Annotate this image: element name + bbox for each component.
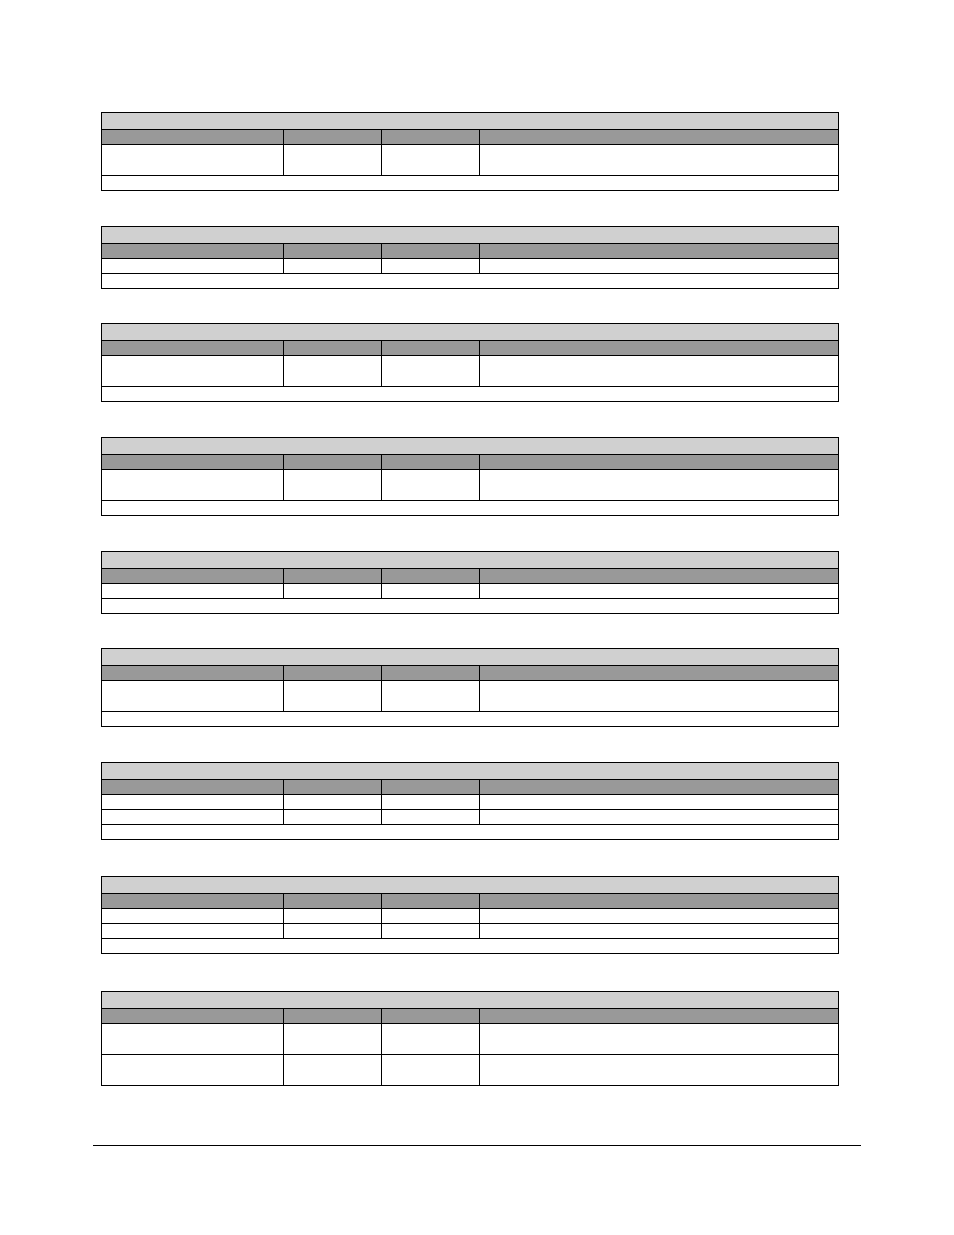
- table-cell: [382, 681, 480, 712]
- table-title-row: [102, 227, 839, 244]
- table-title-row: [102, 877, 839, 894]
- table-note-row: [102, 599, 839, 614]
- table-title: [102, 992, 839, 1009]
- table-note: [102, 274, 839, 289]
- column-header: [480, 244, 839, 259]
- table-cell: [480, 924, 839, 939]
- table-cell: [480, 470, 839, 501]
- column-header: [284, 130, 382, 145]
- data-table: [101, 323, 839, 402]
- data-table: [101, 226, 839, 289]
- column-header: [284, 455, 382, 470]
- data-table: [101, 112, 839, 191]
- table-cell: [382, 470, 480, 501]
- table-note-row: [102, 387, 839, 402]
- table-cell: [102, 924, 284, 939]
- table-note-row: [102, 501, 839, 516]
- column-header: [382, 569, 480, 584]
- table-row: [102, 259, 839, 274]
- table-title: [102, 552, 839, 569]
- column-header: [480, 894, 839, 909]
- column-header: [480, 455, 839, 470]
- column-header: [382, 1009, 480, 1024]
- table-title: [102, 763, 839, 780]
- column-header: [382, 894, 480, 909]
- table-title-row: [102, 438, 839, 455]
- table-cell: [102, 810, 284, 825]
- table-cell: [284, 681, 382, 712]
- table-cell: [284, 584, 382, 599]
- column-header: [382, 780, 480, 795]
- table-cell: [102, 1024, 284, 1055]
- column-header: [102, 894, 284, 909]
- table-row: [102, 681, 839, 712]
- table-note: [102, 825, 839, 840]
- table-header-row: [102, 455, 839, 470]
- table-header-row: [102, 666, 839, 681]
- table-header-row: [102, 244, 839, 259]
- table-cell: [382, 909, 480, 924]
- table-cell: [284, 810, 382, 825]
- table-cell: [102, 470, 284, 501]
- table-title-row: [102, 649, 839, 666]
- table-note: [102, 599, 839, 614]
- table-cell: [480, 584, 839, 599]
- table-note-row: [102, 712, 839, 727]
- table-cell: [102, 584, 284, 599]
- column-header: [480, 666, 839, 681]
- table-cell: [480, 681, 839, 712]
- table-row: [102, 470, 839, 501]
- column-header: [284, 666, 382, 681]
- table-cell: [480, 356, 839, 387]
- table-cell: [284, 924, 382, 939]
- table-title-row: [102, 992, 839, 1009]
- table-title-row: [102, 113, 839, 130]
- column-header: [382, 455, 480, 470]
- column-header: [480, 130, 839, 145]
- table-note-row: [102, 939, 839, 954]
- table-title-row: [102, 552, 839, 569]
- data-table: [101, 551, 839, 614]
- table-row: [102, 810, 839, 825]
- table-header-row: [102, 130, 839, 145]
- column-header: [382, 130, 480, 145]
- table-cell: [102, 1055, 284, 1086]
- table-cell: [480, 1055, 839, 1086]
- table-row: [102, 1055, 839, 1086]
- table-cell: [382, 924, 480, 939]
- table-cell: [382, 356, 480, 387]
- table-cell: [284, 795, 382, 810]
- table-cell: [284, 145, 382, 176]
- table-cell: [284, 1055, 382, 1086]
- column-header: [480, 1009, 839, 1024]
- column-header: [284, 341, 382, 356]
- table-note: [102, 501, 839, 516]
- column-header: [480, 341, 839, 356]
- data-table: [101, 876, 839, 954]
- table-note: [102, 712, 839, 727]
- table-note: [102, 387, 839, 402]
- table-cell: [102, 145, 284, 176]
- column-header: [102, 341, 284, 356]
- table-title: [102, 649, 839, 666]
- column-header: [480, 780, 839, 795]
- data-table: [101, 437, 839, 516]
- table-cell: [382, 795, 480, 810]
- table-cell: [102, 259, 284, 274]
- table-row: [102, 909, 839, 924]
- table-cell: [480, 145, 839, 176]
- column-header: [102, 1009, 284, 1024]
- table-header-row: [102, 894, 839, 909]
- column-header: [102, 569, 284, 584]
- column-header: [382, 341, 480, 356]
- table-cell: [480, 795, 839, 810]
- table-cell: [102, 909, 284, 924]
- column-header: [382, 666, 480, 681]
- table-header-row: [102, 341, 839, 356]
- data-table: [101, 648, 839, 727]
- column-header: [284, 569, 382, 584]
- column-header: [102, 666, 284, 681]
- table-note: [102, 176, 839, 191]
- table-header-row: [102, 569, 839, 584]
- column-header: [284, 244, 382, 259]
- column-header: [284, 780, 382, 795]
- table-row: [102, 795, 839, 810]
- table-header-row: [102, 780, 839, 795]
- column-header: [284, 894, 382, 909]
- table-title: [102, 438, 839, 455]
- table-cell: [382, 145, 480, 176]
- column-header: [102, 130, 284, 145]
- table-cell: [284, 470, 382, 501]
- table-cell: [480, 810, 839, 825]
- column-header: [102, 780, 284, 795]
- table-row: [102, 145, 839, 176]
- column-header: [102, 244, 284, 259]
- footer-rule: [93, 1145, 861, 1146]
- table-cell: [102, 356, 284, 387]
- table-cell: [382, 1024, 480, 1055]
- table-row: [102, 584, 839, 599]
- table-title: [102, 877, 839, 894]
- table-row: [102, 1024, 839, 1055]
- table-cell: [284, 259, 382, 274]
- column-header: [284, 1009, 382, 1024]
- column-header: [102, 455, 284, 470]
- data-table: [101, 991, 839, 1086]
- table-cell: [102, 681, 284, 712]
- table-header-row: [102, 1009, 839, 1024]
- table-cell: [382, 584, 480, 599]
- column-header: [382, 244, 480, 259]
- table-note: [102, 939, 839, 954]
- table-note-row: [102, 825, 839, 840]
- table-title-row: [102, 763, 839, 780]
- table-cell: [382, 1055, 480, 1086]
- table-cell: [480, 1024, 839, 1055]
- table-cell: [284, 1024, 382, 1055]
- table-row: [102, 924, 839, 939]
- table-cell: [102, 795, 284, 810]
- data-table: [101, 762, 839, 840]
- table-cell: [480, 909, 839, 924]
- table-cell: [480, 259, 839, 274]
- table-cell: [284, 356, 382, 387]
- table-cell: [382, 810, 480, 825]
- table-cell: [382, 259, 480, 274]
- table-title-row: [102, 324, 839, 341]
- table-title: [102, 324, 839, 341]
- table-row: [102, 356, 839, 387]
- table-note-row: [102, 176, 839, 191]
- table-title: [102, 227, 839, 244]
- column-header: [480, 569, 839, 584]
- table-title: [102, 113, 839, 130]
- table-cell: [284, 909, 382, 924]
- table-note-row: [102, 274, 839, 289]
